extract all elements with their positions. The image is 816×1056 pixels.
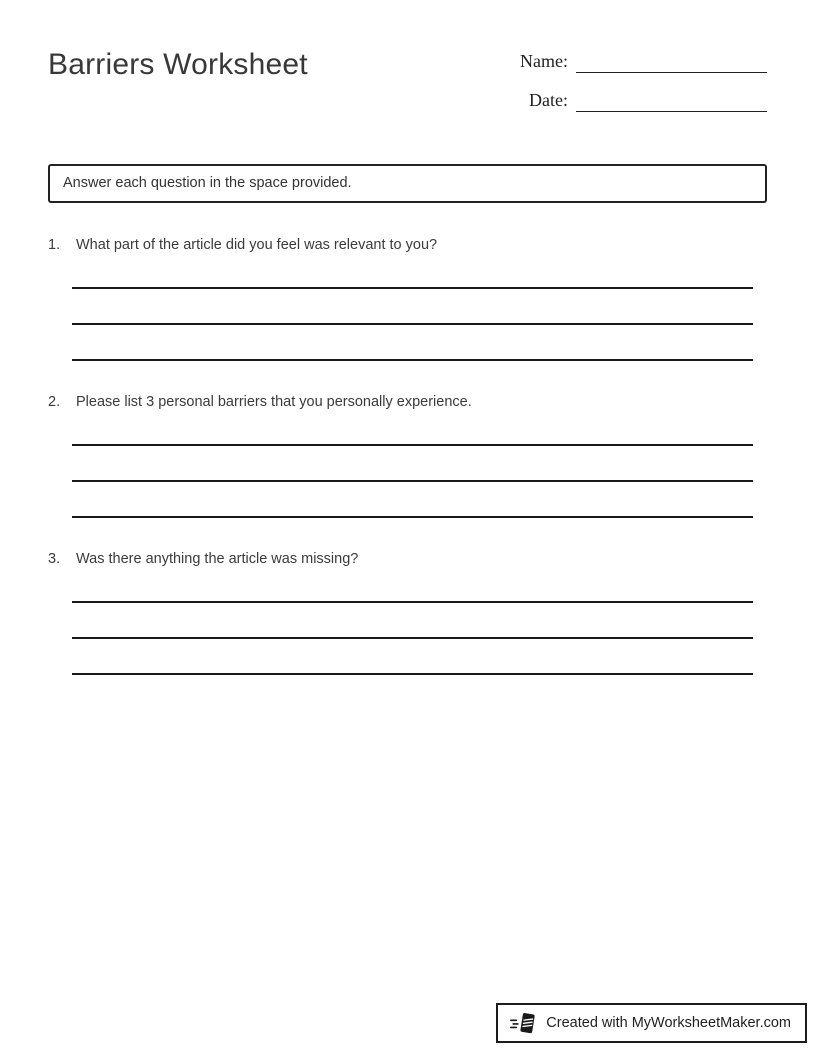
question-2-number: 2.	[48, 394, 61, 411]
name-label: Name:	[520, 51, 568, 72]
question-1-text: What part of the article did you feel was relevant to you?	[76, 237, 438, 253]
answer-blank-line	[72, 325, 753, 361]
question-block-3	[48, 550, 767, 675]
flying-worksheet-icon	[510, 1011, 537, 1036]
answer-blank-line	[72, 568, 753, 603]
question-3-text: Was there anything the article was missing?	[76, 551, 359, 568]
footer-credit-box	[496, 1003, 807, 1043]
date-row	[520, 89, 767, 112]
questions-section	[48, 236, 767, 675]
question-1-number: 1.	[48, 237, 61, 253]
question-block-1	[48, 236, 767, 361]
question-block-2	[48, 393, 767, 518]
instructions-text: Answer each question in the space provided.	[63, 175, 352, 191]
answer-blank-line	[72, 289, 753, 325]
question-2-text: Please list 3 personal barriers that you personally experience.	[76, 394, 472, 411]
question-3-number: 3.	[48, 551, 61, 568]
answer-blank-line	[72, 603, 753, 639]
date-label: Date:	[529, 90, 568, 111]
question-1	[48, 236, 767, 254]
question-2	[48, 393, 767, 411]
answer-blank-line	[72, 482, 753, 518]
date-blank-line	[576, 89, 767, 112]
answer-blank-line	[72, 639, 753, 675]
page-title: Barriers Worksheet	[48, 48, 308, 81]
answer-blank-line	[72, 446, 753, 482]
page-header	[48, 48, 767, 128]
question-3	[48, 550, 767, 568]
instructions-box	[48, 164, 767, 203]
name-date-fields	[520, 48, 767, 128]
footer-credit-text: Created with MyWorksheetMaker.com	[546, 1015, 791, 1031]
answer-blank-line	[72, 411, 753, 446]
name-blank-line	[576, 50, 767, 73]
name-row	[520, 50, 767, 73]
answer-blank-line	[72, 254, 753, 289]
